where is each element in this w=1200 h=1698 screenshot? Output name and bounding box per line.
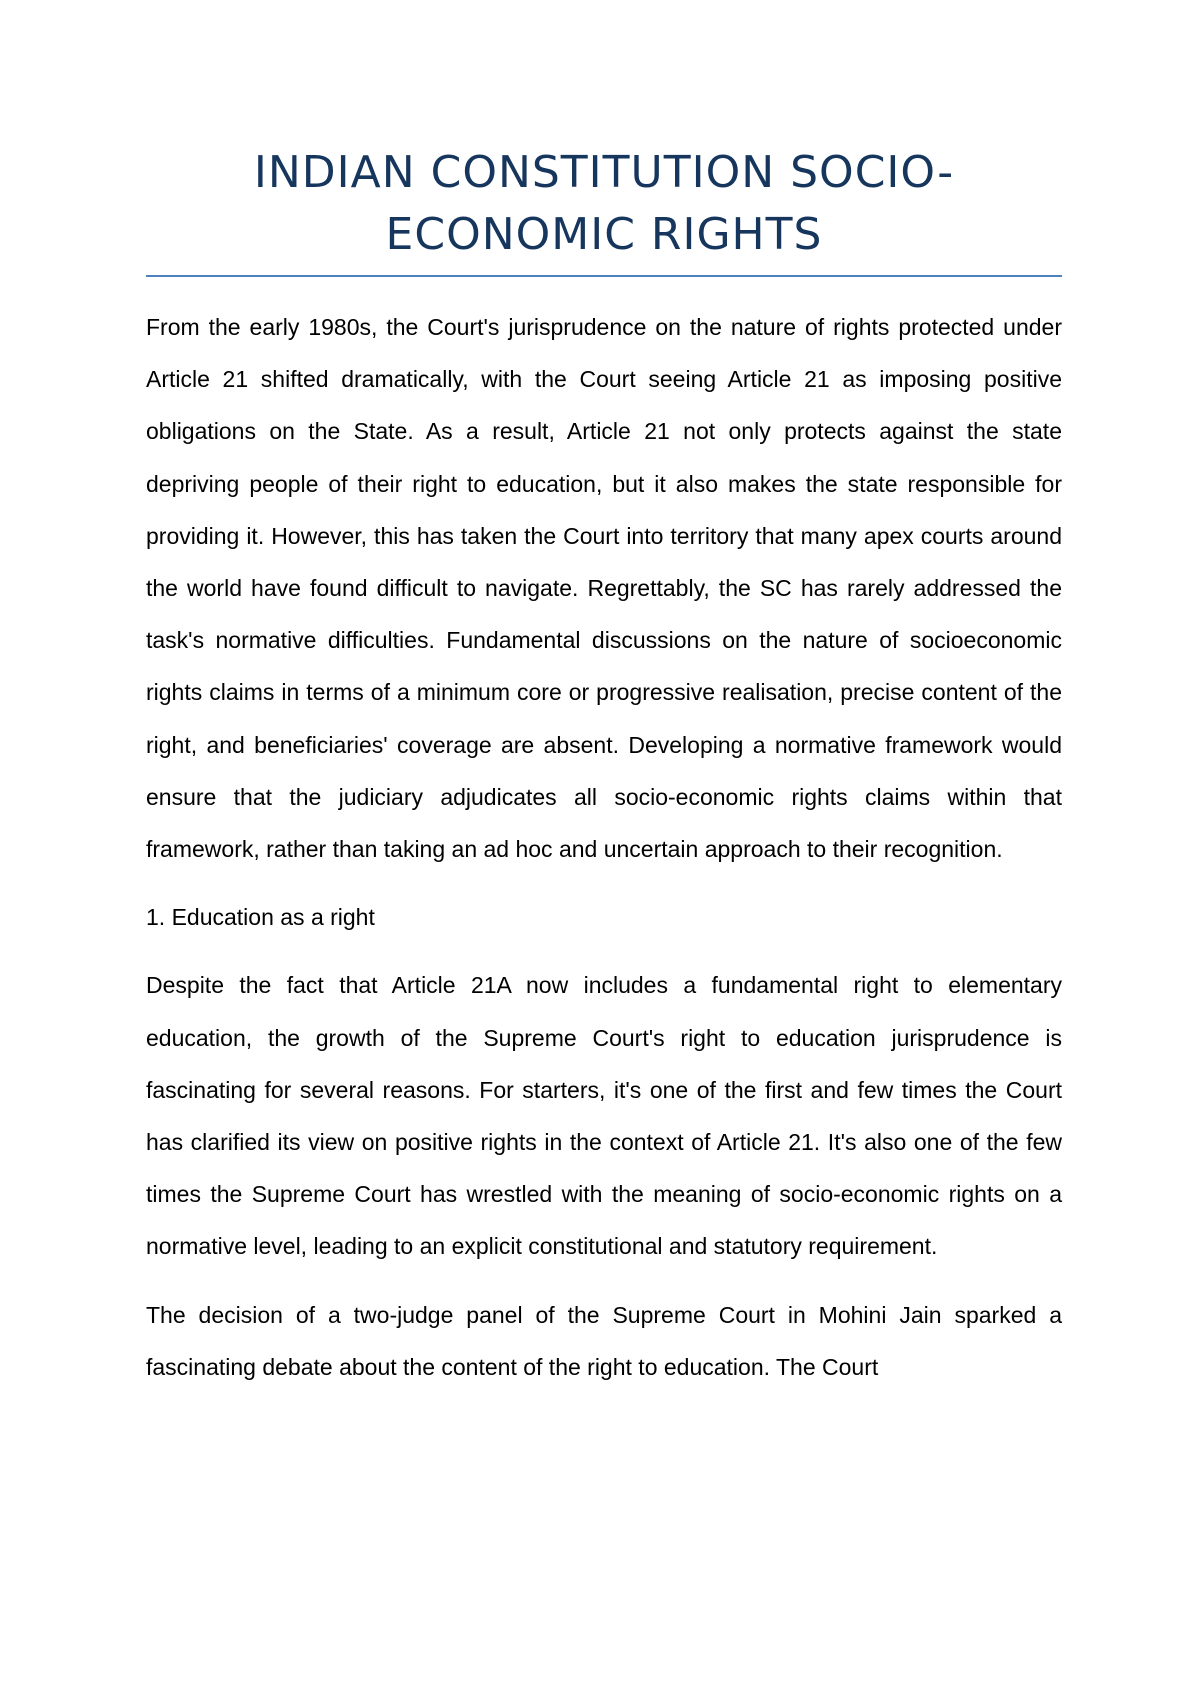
document-body	[146, 301, 1062, 1393]
paragraph-education-right: Despite the fact that Article 21A now includes a fundamental right to elementary education, the growth of the Supreme Court's right to education jurisprudence is fascinating for several reasons. For starters, it's one of the first and few times the Court has clarified its view on positive rights in the context of Article 21. It's also one of the few times the Supreme Court has wrestled with the meaning of socio-economic rights on a normative level, leading to an explicit constitutional and statutory requirement.	[146, 972, 1062, 1260]
paragraph-intro: From the early 1980s, the Court's jurisprudence on the nature of rights protected under Article 21 shifted dramatically, with the Court seeing Article 21 as imposing positive obligations on the State. As a result, Article 21 not only protects against the state depriving people of their right to education, but it also makes the state responsible for providing it. However, this has taken the Court into territory that many apex courts around the world have found difficult to navigate. Regrettably, the SC has rarely addressed the task's normative difficulties. Fundamental discussions on the nature of socioeconomic rights claims in terms of a minimum core or progressive realisation, precise content of the right, and beneficiaries' coverage are absent. Developing a normative framework would ensure that the judiciary adjudicates all socio-economic rights claims within that framework, rather than taking an ad hoc and uncertain approach to their recognition.	[146, 314, 1062, 863]
page-title: INDIAN CONSTITUTION SOCIO-ECONOMIC RIGHTS	[253, 147, 955, 260]
title-block	[146, 142, 1062, 266]
title-divider	[146, 275, 1062, 277]
section-heading-education: 1. Education as a right	[146, 904, 375, 931]
paragraph-mohini-jain: The decision of a two-judge panel of the Supreme Court in Mohini Jain sparked a fascinating debate about the content of the right to education. The Court	[146, 1301, 1062, 1380]
